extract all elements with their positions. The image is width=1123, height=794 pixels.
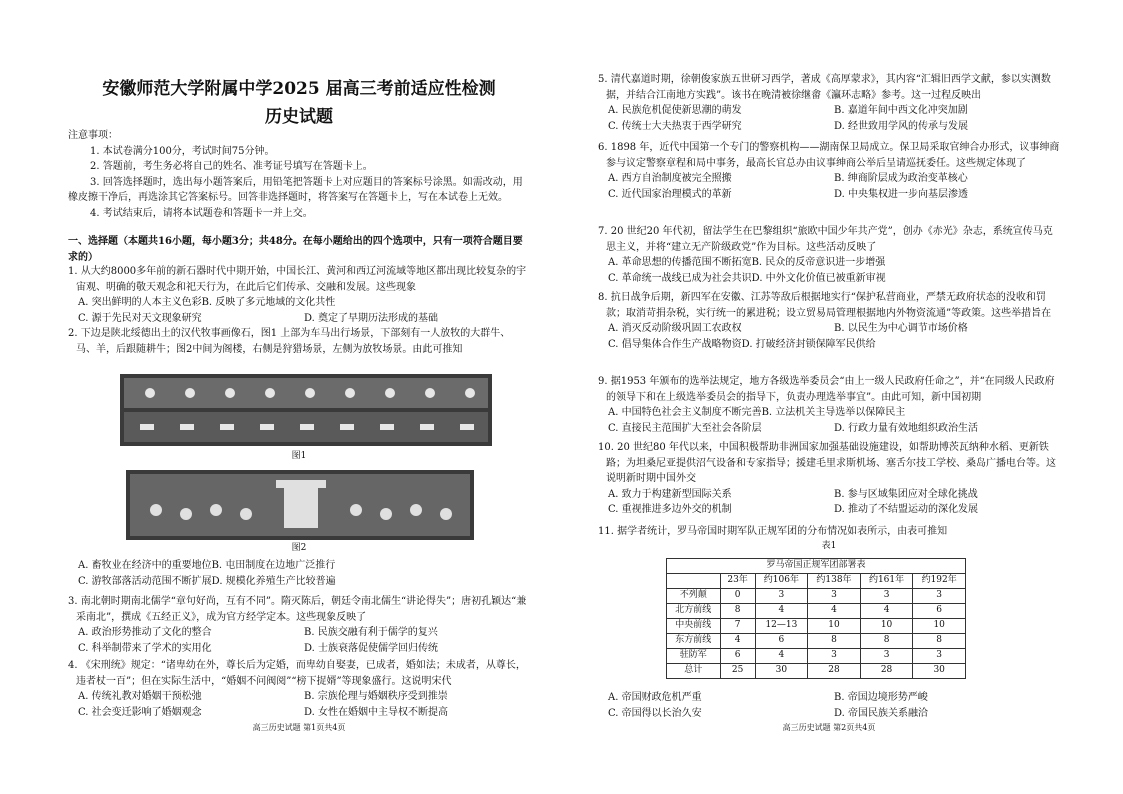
option: A. 西方自治制度被完全照搬 bbox=[608, 173, 732, 184]
option: B. 宗族伦理与婚姻秩序受到推崇 bbox=[304, 691, 448, 702]
option: A. 帝国财政危机严重 bbox=[608, 692, 702, 703]
table-cell: 3 bbox=[860, 648, 913, 663]
option-row bbox=[68, 641, 530, 657]
option-row bbox=[598, 706, 1060, 722]
table-header-cell: 约138年 bbox=[808, 573, 861, 588]
option: A. 传统礼教对婚姻干预松弛 bbox=[78, 691, 202, 702]
option: C. 游牧部落活动范围不断扩展D. 规模化养殖生产比较普遍 bbox=[78, 575, 336, 587]
option-row bbox=[598, 171, 1060, 187]
option-row bbox=[68, 295, 530, 311]
option-row bbox=[598, 255, 1060, 271]
left-page bbox=[68, 0, 530, 794]
question-3 bbox=[68, 594, 530, 656]
option-row bbox=[598, 119, 1060, 135]
table-cell: 4 bbox=[808, 603, 861, 618]
page-footer: 高三历史试题 第1页共4页 bbox=[252, 723, 346, 732]
table-cell: 东方前线 bbox=[667, 633, 721, 648]
question-11-options bbox=[598, 690, 1060, 721]
option: C. 帝国得以长治久安 bbox=[608, 707, 702, 719]
table-cell: 3 bbox=[860, 588, 913, 603]
option: C. 革命统一战线已成为社会共识D. 中外文化价值已被重新审视 bbox=[608, 272, 886, 284]
option-row bbox=[68, 574, 530, 590]
option-row bbox=[598, 421, 1060, 437]
table-cell: 3 bbox=[808, 588, 861, 603]
figure-1-caption: 图1 bbox=[291, 451, 307, 461]
option-row bbox=[68, 625, 530, 641]
question-5 bbox=[598, 72, 1060, 134]
option-row bbox=[68, 689, 530, 705]
table-header-cell: 23年 bbox=[720, 573, 755, 588]
table-title: 罗马帝国正规军团部署表 bbox=[667, 559, 966, 574]
option: D. 女性在婚姻中主导权不断提高 bbox=[304, 706, 449, 718]
table-cell: 6 bbox=[720, 648, 755, 663]
option-row bbox=[598, 405, 1060, 421]
relief-figure-1 bbox=[120, 374, 492, 446]
exam-title: 安徽师范大学附属中学2025 届高三考前适应性检测 bbox=[102, 79, 496, 99]
option: C. 直接民主范围扩大至社会各阶层 bbox=[608, 422, 762, 434]
question-text: 7. 20 世纪20 年代初，留法学生在巴黎组织“旅欧中国少年共产党”，创办《赤光》杂志，系统宣传马克思主义，并将“建立无产阶级政党”作为目标。这些活动反映了 bbox=[598, 226, 1053, 253]
table-cell: 3 bbox=[808, 648, 861, 663]
option-row bbox=[68, 558, 530, 574]
question-text: 5. 清代嘉道时期，徐朝俊家族五世研习西学，著成《高厚蒙求》，其内容“汇辑旧西学文献，参以实测数据，并结合江南地方实践”。该书在晚清被徐继畬《瀛环志略》参考。这一过程反映出 bbox=[598, 74, 1051, 101]
table-row bbox=[667, 663, 966, 678]
right-page bbox=[598, 0, 1060, 794]
table-cell: 10 bbox=[860, 618, 913, 633]
section-heading: 一、选择题（本题共16小题，每小题3分；共48分。在每小题给出的四个选项中，只有一项符合题目要求的） bbox=[68, 236, 523, 263]
option-row bbox=[598, 487, 1060, 503]
option: A. 消灭反动阶级巩固工农政权 bbox=[608, 323, 742, 334]
question-text: 8. 抗日战争后期，新四军在安徽、江苏等敌后根据地实行“保护私营商业，严禁无政府状态的没收和罚款；取消苛捐杂税，实行统一的累进税；设立贸易局管理根据地内外物资流通”等政策。这些举措旨在 bbox=[598, 292, 1052, 319]
question-7 bbox=[598, 224, 1060, 286]
question-text: 2. 下边是陕北绥德出土的汉代牧事画像石，图1 上部为车马出行场景，下部刻有一人放牧的大群牛、马、羊，后跟随耕牛；图2中间为阁楼，右侧是狩猎场景，左侧为放牧场景。由此可推知 bbox=[68, 328, 511, 355]
notice-item: 2. 答题前，考生务必将自己的姓名、准考证号填写在答题卡上。 bbox=[90, 161, 373, 172]
option-row bbox=[68, 705, 530, 721]
option: C. 源于先民对天文现象研究 bbox=[78, 312, 202, 324]
option: A. 畜牧业在经济中的重要地位B. 屯田制度在边地广泛推行 bbox=[78, 560, 336, 571]
question-text: 10. 20 世纪80 年代以来，中国积极帮助非洲国家加强基础设施建设，如帮助博茨瓦纳种水稻、更新铁路；为坦桑尼亚提供沼气设备和专家指导；援建毛里求斯机场、塞舌尔技工学校、桑岛广播电台等。这说明新时期中国外交 bbox=[598, 442, 1056, 484]
table-row bbox=[667, 588, 966, 603]
option: B. 嘉道年间中西文化冲突加剧 bbox=[834, 105, 968, 116]
table-header-cell bbox=[667, 573, 721, 588]
table-row bbox=[667, 618, 966, 633]
relief-figure-2 bbox=[126, 470, 474, 540]
option: D. 经世致用学风的传承与发展 bbox=[834, 120, 969, 132]
table-cell: 驻防军 bbox=[667, 648, 721, 663]
question-11 bbox=[598, 524, 1060, 553]
option: A. 中国特色社会主义制度不断完善B. 立法机关主导选举以保障民主 bbox=[608, 407, 906, 418]
table-cell: 0 bbox=[720, 588, 755, 603]
option-row bbox=[598, 187, 1060, 203]
table-row bbox=[667, 603, 966, 618]
question-text: 3. 南北朝时期南北儒学“章句好尚，互有不同”。隋灭陈后，朝廷令南北儒生“讲论得失”；唐初孔颖达“兼采南北”，撰成《五经正义》，成为官方经学定本。这些现象反映了 bbox=[68, 596, 527, 623]
option: A. 革命思想的传播范围不断拓宽B. 民众的反帝意识进一步增强 bbox=[608, 257, 886, 268]
question-2-options bbox=[68, 558, 530, 589]
table-row bbox=[667, 633, 966, 648]
question-text: 1. 从大约8000多年前的新石器时代中期开始，中国长江、黄河和西辽河流域等地区都出现比较复杂的宇宙观、明确的敬天观念和祀天行为，在此后它们传承、交融和发展。这些现象 bbox=[68, 266, 527, 293]
option-row bbox=[598, 337, 1060, 353]
option-row bbox=[68, 311, 530, 327]
table-cell: 4 bbox=[720, 633, 755, 648]
option: A. 民族危机促使新思潮的萌发 bbox=[608, 105, 742, 116]
option: C. 倡导集体合作生产战略物资D. 打破经济封锁保障军民供给 bbox=[608, 338, 876, 350]
table-header-cell: 约192年 bbox=[913, 573, 966, 588]
table-cell: 8 bbox=[808, 633, 861, 648]
table-cell: 北方前线 bbox=[667, 603, 721, 618]
question-1 bbox=[68, 264, 530, 326]
table-cell: 12—13 bbox=[755, 618, 808, 633]
table-header-row bbox=[667, 573, 966, 588]
option: B. 帝国边境形势严峻 bbox=[834, 692, 928, 703]
table-cell: 7 bbox=[720, 618, 755, 633]
question-8 bbox=[598, 290, 1060, 352]
question-10 bbox=[598, 440, 1060, 518]
table-cell: 中央前线 bbox=[667, 618, 721, 633]
question-9 bbox=[598, 374, 1060, 436]
question-text: 6. 1898 年，近代中国第一个专门的警察机构——湖南保卫局成立。保卫局采取官绅合办形式，议事绅商参与议定警察章程和局中事务，最高长官总办由议事绅商公举后呈请巡抚委任。这些规定体现了 bbox=[598, 142, 1060, 169]
notice-heading: 注意事项： bbox=[68, 130, 118, 141]
table-header-cell: 约161年 bbox=[860, 573, 913, 588]
notice-item: 4. 考试结束后，请将本试题卷和答题卡一并上交。 bbox=[90, 207, 313, 219]
question-text: 11. 据学者统计，罗马帝国时期军队正规军团的分布情况如表所示，由表可推知 bbox=[598, 526, 948, 537]
table-cell: 28 bbox=[860, 663, 913, 678]
option: D. 士族衰落促使儒学回归传统 bbox=[304, 642, 439, 654]
table-cell: 3 bbox=[913, 588, 966, 603]
option: D. 行政力量有效地组织政治生活 bbox=[834, 422, 979, 434]
table-cell: 30 bbox=[755, 663, 808, 678]
option: C. 传统士大夫热衷于西学研究 bbox=[608, 120, 742, 132]
table-cell: 6 bbox=[913, 603, 966, 618]
option: D. 推动了不结盟运动的深化发展 bbox=[834, 504, 979, 515]
question-text: 9. 据1953 年颁布的选举法规定，地方各级选举委员会“由上一级人民政府任命之”，并“在同级人民政府的领导下和在上级选举委员会的指导下，负责办理选举事宜”。由此可知，新中国初期 bbox=[598, 376, 1055, 403]
notice-item: 1. 本试卷满分100分，考试时间75分钟。 bbox=[90, 145, 275, 157]
notice-item: 3. 回答选择题时，选出每小题答案后，用铅笔把答题卡上对应题目的答案标号涂黑。如需改动，用橡皮擦干净后，再选涂其它答案标号。回答非选择题时，将答案写在答题卡上，写在本试卷上无效。 bbox=[68, 176, 523, 203]
question-2 bbox=[68, 326, 530, 357]
table-cell: 4 bbox=[860, 603, 913, 618]
option: A. 致力于构建新型国际关系 bbox=[608, 488, 732, 500]
table-cell: 不列颠 bbox=[667, 588, 721, 603]
table-cell: 28 bbox=[808, 663, 861, 678]
table-cell: 25 bbox=[720, 663, 755, 678]
option-row bbox=[598, 690, 1060, 706]
question-6 bbox=[598, 140, 1060, 202]
option-row bbox=[598, 321, 1060, 337]
option: B. 以民生为中心调节市场价格 bbox=[834, 323, 968, 334]
table-cell: 10 bbox=[913, 618, 966, 633]
option: B. 参与区域集团应对全球化挑战 bbox=[834, 488, 978, 500]
table-cell: 3 bbox=[755, 588, 808, 603]
table-row bbox=[667, 648, 966, 663]
option: C. 重视推进多边外交的机制 bbox=[608, 504, 732, 515]
table-cell: 总计 bbox=[667, 663, 721, 678]
table-cell: 30 bbox=[913, 663, 966, 678]
page-footer: 高三历史试题 第2页共4页 bbox=[782, 723, 876, 732]
option: A. 政治形势推动了文化的整合 bbox=[78, 627, 212, 638]
option-row bbox=[598, 271, 1060, 287]
legion-table bbox=[666, 558, 966, 679]
option: D. 中央集权进一步向基层渗透 bbox=[834, 188, 969, 200]
table-cell: 10 bbox=[808, 618, 861, 633]
table-cell: 4 bbox=[755, 603, 808, 618]
table-cell: 4 bbox=[755, 648, 808, 663]
option-row bbox=[598, 502, 1060, 518]
table-cell: 8 bbox=[720, 603, 755, 618]
question-4 bbox=[68, 658, 530, 720]
option-row bbox=[598, 103, 1060, 119]
option: B. 绅商阶层成为政治变革核心 bbox=[834, 173, 968, 184]
table-cell: 3 bbox=[913, 648, 966, 663]
question-text: 4. 《宋刑统》规定：“诸卑幼在外，尊长后为定婚，而卑幼自娶妻，已成者，婚如法；未成者，从尊长，违者杖一百”；但在实际生活中，“婚姻不问阀阅”“榜下捉婿”等现象盛行。这说明宋代 bbox=[68, 660, 526, 687]
option: C. 近代国家治理模式的革新 bbox=[608, 188, 732, 200]
table-cell: 6 bbox=[755, 633, 808, 648]
table-cell: 8 bbox=[860, 633, 913, 648]
figure-2-caption: 图2 bbox=[291, 543, 307, 553]
table-cell: 8 bbox=[913, 633, 966, 648]
option: C. 社会变迁影响了婚姻观念 bbox=[78, 706, 202, 718]
table-header-cell: 约106年 bbox=[755, 573, 808, 588]
table-caption: 表1 bbox=[821, 540, 837, 551]
option: D. 帝国民族关系融洽 bbox=[834, 707, 929, 719]
option: C. 科举制带来了学术的实用化 bbox=[78, 642, 212, 654]
option: A. 突出鲜明的人本主义色彩B. 反映了多元地域的文化共性 bbox=[78, 297, 336, 308]
option: B. 民族交融有利于儒学的复兴 bbox=[304, 627, 438, 638]
notice-block bbox=[68, 128, 530, 221]
exam-subject: 历史试题 bbox=[265, 107, 333, 127]
option: D. 奠定了早期历法形成的基础 bbox=[304, 312, 439, 324]
